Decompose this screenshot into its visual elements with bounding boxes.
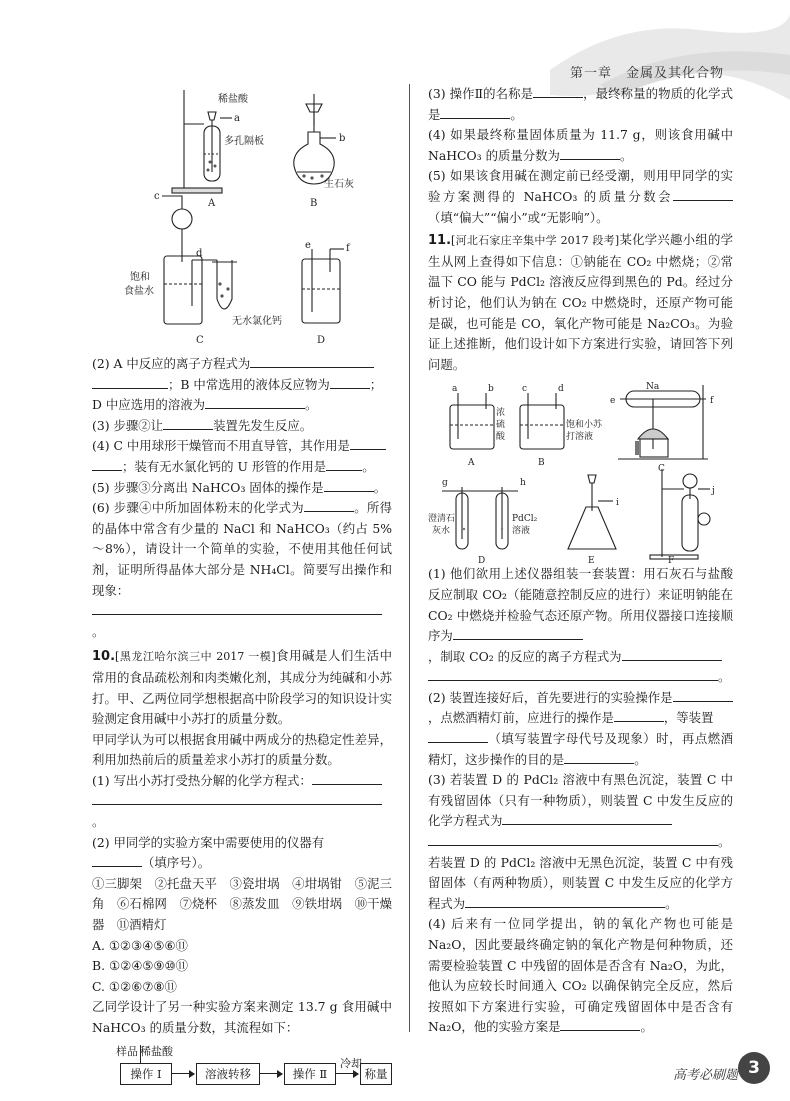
fig-conc1: 浓: [496, 408, 506, 419]
fig-A: A: [468, 458, 475, 469]
q11-part4: (4) 后来有一位同学提出，钠的氧化产物也可能是 Na₂O，因此要最终确定钠的氧化产物是何种物质，还需要检验装置 C 中残留的固体是否含有 Na₂O，为此，他认为应较长时间通入 CO₂ 以确保钠完全反应，然后按照如下方案进行实验，可确定残留固体中是否含有 Na₂O，他的实验方案是 。: [428, 916, 733, 1035]
q11-part1: (1) 他们欲用上述仪器组装一套装置：用石灰石与盐酸反应制取 CO₂（能随意控制反应的进行）来证明钠能在 CO₂ 中燃烧并检验气态还原产物。所用仪器接口连接顺序为 ，制取 CO₂ 的反应的离子方程式为 。: [428, 566, 733, 685]
q10-part1: (1) 写出小苏打受热分解的化学方程式： 。: [92, 771, 392, 833]
q9-part4: (4) C 中用球形干燥管而不用直导管，其作用是 ；装有无水氯化钙的 U 形管的作用是 。: [92, 436, 392, 477]
fig-i: i: [616, 498, 619, 509]
fig-c: c: [522, 384, 528, 395]
q10-option-c: C. ①②⑥⑦⑧⑪: [92, 978, 177, 994]
flow-acid: 稀盐酸: [140, 1044, 173, 1058]
label-hcl: 稀盐酸: [218, 94, 248, 105]
label-fig-D: D: [317, 335, 326, 346]
right-column: [428, 84, 733, 1038]
label-lime: 生石灰: [324, 179, 354, 190]
fig-a: a: [452, 384, 458, 395]
flow-sample: 样品: [116, 1044, 138, 1058]
q10-intro: 10.[黑龙江哈尔滨三中 2017 一模]食用碱是人们生活中常用的食品疏松剂和肉类嫩化剂，其成分为纯碱和小苏打。甲、乙两位同学想根据高中阶段学习的知识设计实验测定食用碱中小苏打的质量分数。: [92, 648, 392, 727]
q10-part4: (4) 如果最终称量固体质量为 11.7 g，则该食用碱中 NaHCO₃ 的质量分数为 。: [428, 127, 733, 163]
label-a: a: [234, 113, 240, 124]
fig-C: C: [658, 464, 665, 475]
fig-E: E: [588, 556, 595, 565]
left-column: [92, 84, 392, 1101]
label-fig-B: B: [310, 198, 318, 209]
q10-yi: 乙同学设计了另一种实验方案来测定 13.7 g 食用碱中 NaHCO₃ 的质量分数，其流程如下：: [92, 999, 392, 1035]
label-fig-A: A: [208, 198, 216, 209]
fig-conc2: 硫: [496, 420, 506, 431]
flow-op1: 操作 Ⅰ: [120, 1063, 172, 1085]
q10-instruments: ①三脚架 ②托盘天平 ③瓷坩埚 ④坩埚钳 ⑤泥三角 ⑥石棉网 ⑦烧杯 ⑧蒸发皿 ⑨铁坩埚 ⑩干燥器 ⑪酒精灯: [92, 875, 392, 933]
fig-nahco2: 打溶液: [566, 432, 594, 443]
q9-part6: (6) 步骤④中所加固体粉末的化学式为 。所得的晶体中常含有少量的 NaCl 和 NaHCO₃（约占 5% ～8%），请设计一个简单的实验，不使用其他任何试剂，证明所得晶体大部分是 NH₄Cl。简要写出操作和现象： 。: [92, 500, 393, 639]
fig-d: d: [558, 384, 564, 395]
flow-cool: 冷却: [340, 1056, 362, 1070]
q9-part5: (5) 步骤③分离出 NaHCO₃ 固体的操作是 。: [92, 479, 387, 495]
column-divider: [409, 84, 410, 1032]
q11-part2: (2) 装置连接好后，首先要进行的实验操作是 ，点燃酒精灯前，应进行的操作是 ，等装置 （填写装置字母代号及现象）时，再点燃酒精灯，这步操作的目的是 。: [428, 689, 733, 767]
label-fig-C: C: [196, 335, 204, 346]
footer-book-title: 高考必刷题: [672, 1068, 738, 1083]
fig-F: F: [668, 556, 675, 565]
q11-part3-alt: 若装置 D 的 PdCl₂ 溶液中无黑色沉淀，装置 C 中有残留固体（有两种物质），则装置 C 中发生反应的化学方程式为 。: [428, 854, 733, 911]
label-brine2: 食盐水: [124, 286, 154, 297]
flow-weigh: 称量: [360, 1063, 392, 1085]
q10-option-b: B. ①②④⑤⑨⑩⑪: [92, 958, 189, 974]
q11-intro: 11.[河北石家庄辛集中学 2017 段考]某化学兴趣小组的学生从网上查得如下信息：①钠能在 CO₂ 中燃烧；②常温下 CO 能与 PdCl₂ 溶液反应得到黑色的 Pd。经过分析讨论，他们认为钠在 CO₂ 中燃烧时，还原产物可能是碳，也可能是 CO，氧化产物可能是 Na₂CO₃。为验证上述推断，他们设计如下方案进行实验，请回答下列问题。: [428, 232, 734, 372]
apparatus-figure-af: [428, 379, 733, 564]
fig-conc3: 酸: [496, 432, 506, 443]
fig-h: h: [520, 478, 526, 489]
fig-f: f: [710, 396, 714, 407]
label-cacl2: 无水氯化钙: [232, 316, 282, 327]
flow-arrow-1: [172, 1073, 194, 1074]
q10-part2: (2) 甲同学的实验方案中需要使用的仪器有 （填序号）。: [92, 834, 325, 871]
q11-part3: (3) 若装置 D 的 PdCl₂ 溶液中有黑色沉淀，装置 C 中有残留固体（只有一种物质），则装置 C 中发生反应的化学方程式为 。: [428, 772, 733, 850]
label-c: c: [154, 191, 160, 202]
q9-part2: (2) A 中反应的离子方程式为 ；B 中常选用的液体反应物为 ； D 中应选用的溶液为 。: [92, 356, 383, 413]
fig-g: g: [442, 478, 448, 489]
q9-part3: (3) 步骤②让 装置先发生反应。: [92, 417, 313, 433]
fig-pd1: PdCl₂: [512, 514, 538, 525]
fig-B: B: [538, 458, 545, 469]
label-b: b: [339, 133, 346, 144]
page-number: 3: [738, 1052, 770, 1084]
flow-arrow-3: [336, 1073, 358, 1074]
fig-pd2: 溶液: [512, 526, 531, 537]
flow-op2: 操作 Ⅱ: [284, 1063, 336, 1085]
fig-lime2: 灰水: [432, 526, 451, 537]
fig-lime1: 澄清石: [428, 514, 456, 525]
label-d: d: [196, 248, 203, 259]
label-e: e: [305, 240, 311, 251]
q10-option-a: A. ①②③④⑤⑥⑪: [92, 937, 188, 953]
fig-D: D: [478, 556, 486, 565]
q10-flowchart: [92, 1041, 392, 1101]
fig-na: Na: [646, 382, 660, 393]
q10-jia: 甲同学认为可以根据食用碱中两成分的热稳定性差异，利用加热前后的质量差求小苏打的质量分数。: [92, 731, 392, 768]
fig-b: b: [488, 384, 494, 395]
apparatus-figure-abcd: [92, 84, 392, 354]
fig-j: j: [712, 486, 715, 497]
q10-part5: (5) 如果该食用碱在测定前已经受潮，则用甲同学的实验方案测得的 NaHCO₃ 的质量分数会（填“偏大”“偏小”或“无影响”）。: [428, 168, 733, 225]
q10-part3: (3) 操作Ⅱ的名称是 ，最终称量的物质的化学式是 。: [428, 86, 733, 122]
label-plate: 多孔隔板: [224, 136, 264, 147]
fig-e: e: [610, 396, 616, 407]
flow-transfer: 溶液转移: [196, 1063, 260, 1085]
flow-arrow-2: [260, 1073, 282, 1074]
chapter-header: 第一章 金属及其化合物: [569, 66, 724, 81]
fig-nahco1: 饱和小苏: [566, 420, 603, 431]
label-f: f: [346, 243, 350, 254]
label-brine1: 饱和: [130, 272, 150, 283]
